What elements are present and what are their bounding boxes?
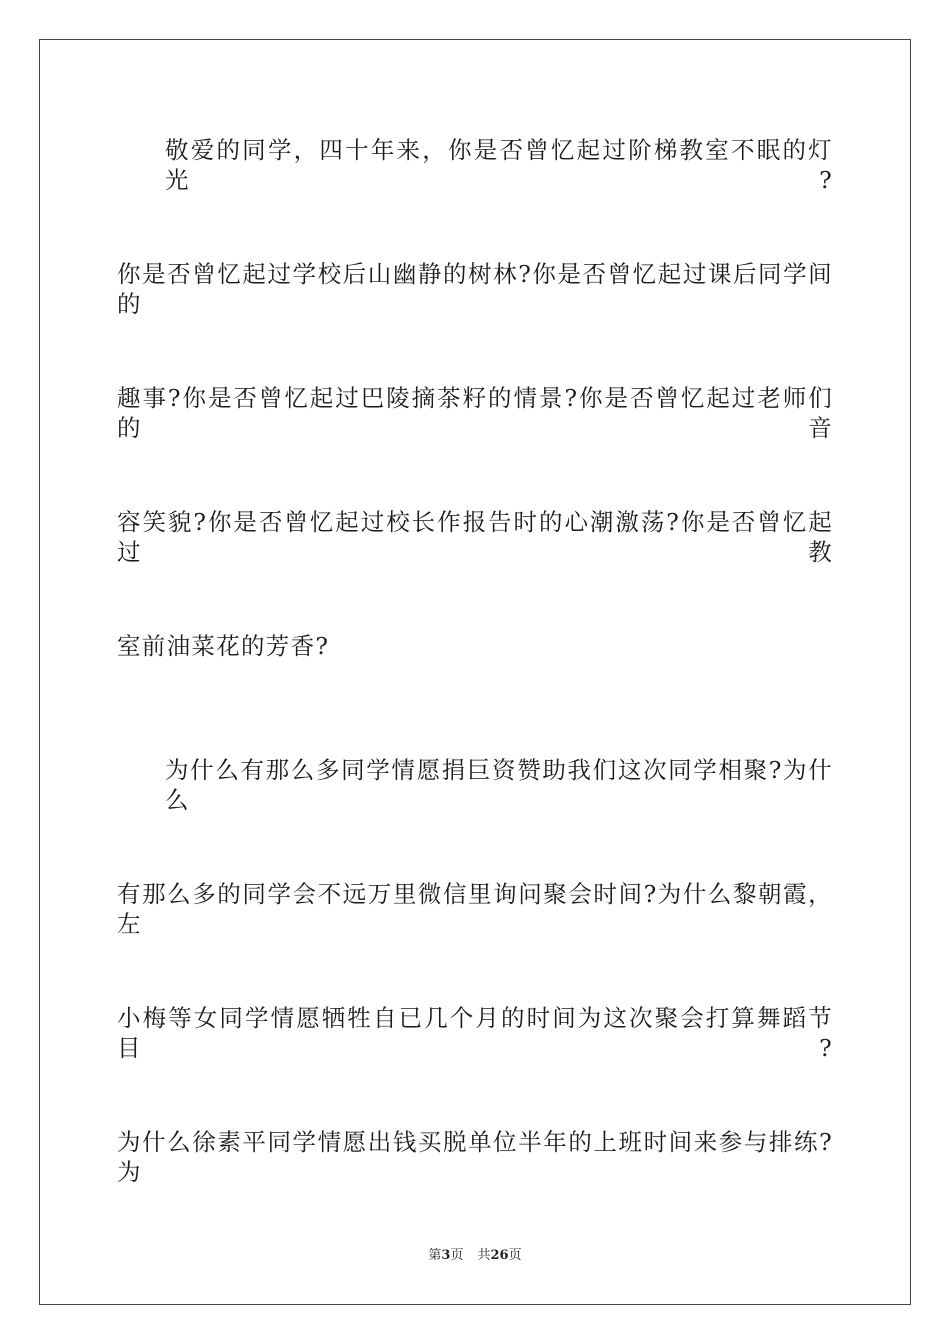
page-footer — [0, 1247, 950, 1265]
page-border — [39, 39, 911, 1305]
total-prefix: 共 — [477, 1248, 491, 1263]
paragraph-1-line-5: 室前油菜花的芳香? — [117, 632, 330, 660]
paragraph-1-line-4: 容笑貌?你是否曾忆起过校长作报告时的心潮激荡?你是否曾忆起过教 — [117, 508, 833, 566]
paragraph-1-line-3: 趣事?你是否曾忆起过巴陵摘茶籽的情景?你是否曾忆起过老师们的音 — [117, 384, 833, 442]
page-suffix: 页 — [450, 1248, 464, 1263]
paragraph-2-line-1: 为什么有那么多同学情愿捐巨资赞助我们这次同学相聚?为什么 — [165, 756, 833, 814]
paragraph-1-line-2: 你是否曾忆起过学校后山幽静的树林?你是否曾忆起过课后同学间的 — [117, 260, 833, 318]
paragraph-2-line-3: 小梅等女同学情愿牺牲自已几个月的时间为这次聚会打算舞蹈节目? — [117, 1004, 833, 1062]
paragraph-2-line-4: 为什么徐素平同学情愿出钱买脱单位半年的上班时间来参与排练?为 — [117, 1128, 833, 1186]
page-prefix: 第 — [428, 1248, 442, 1263]
paragraph-2-line-2: 有那么多的同学会不远万里微信里询问聚会时间?为什么黎朝霞，左 — [117, 880, 833, 938]
page-number: 3 — [441, 1248, 451, 1263]
total-suffix: 页 — [508, 1248, 522, 1263]
paragraph-1-line-1: 敬爱的同学，四十年来，你是否曾忆起过阶梯教室不眠的灯光? — [165, 136, 833, 194]
total-pages: 26 — [490, 1248, 509, 1263]
